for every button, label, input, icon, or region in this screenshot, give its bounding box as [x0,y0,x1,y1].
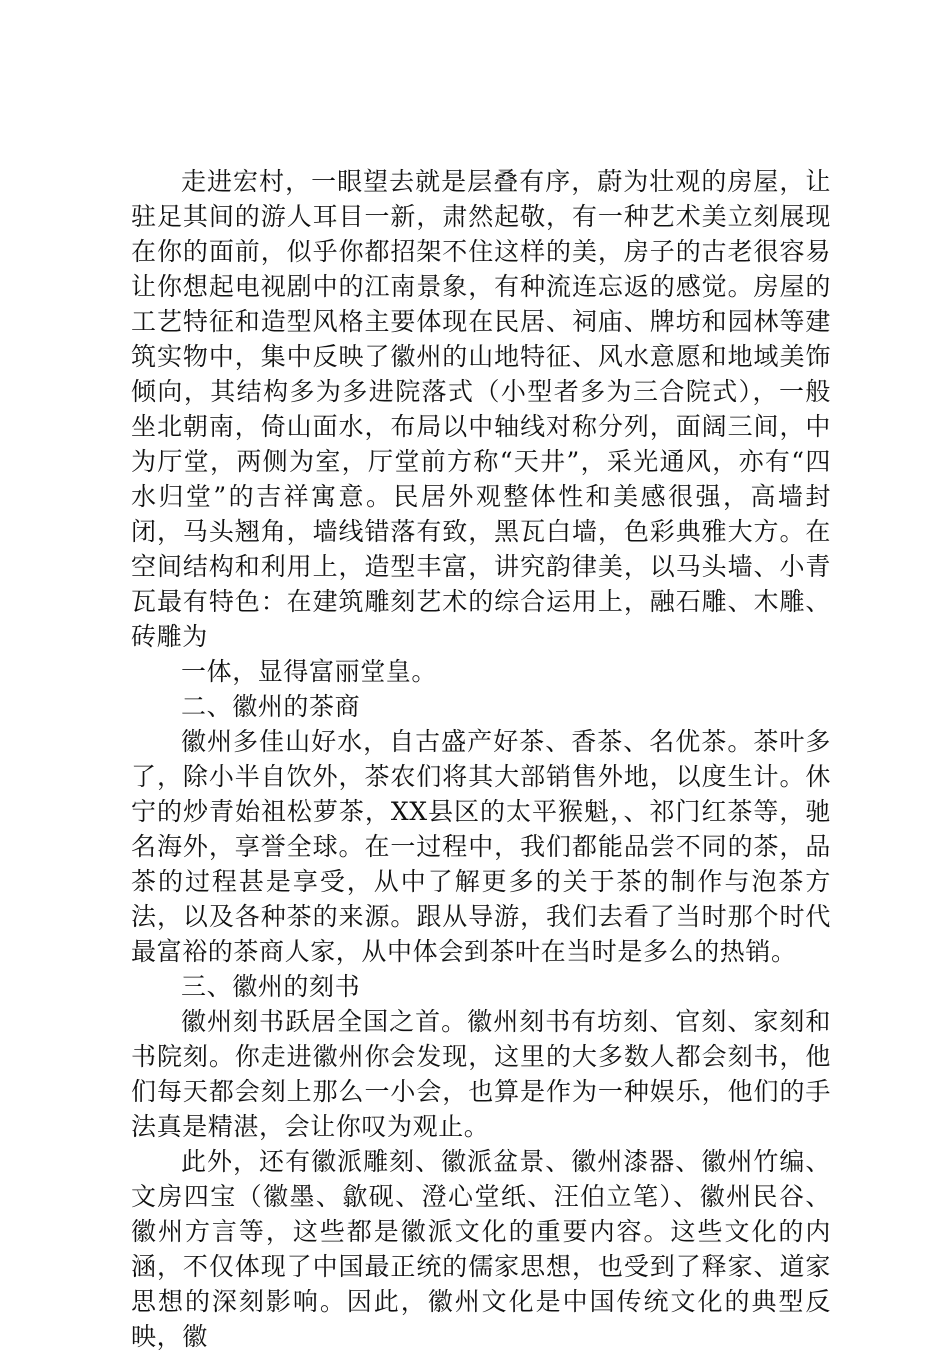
document-body [131,164,831,1354]
paragraph-hongcun-architecture: 走进宏村，一眼望去就是层叠有序，蔚为壮观的房屋，让驻足其间的游人耳目一新，肃然起敬，有一种艺术美立刻展现在你的面前，似乎你都招架不住这样的美，房子的古老很容易让你想起电视剧中的江南景象，有种流连忘返的感觉。房屋的工艺特征和造型风格主要体现在民居、祠庙、牌坊和园林等建筑实物中，集中反映了徽州的山地特征、风水意愿和地域美饰倾向，其结构多为多进院落式（小型者多为三合院式），一般坐北朝南，倚山面水，布局以中轴线对称分列，面阔三间，中为厅堂，两侧为室，厅堂前方称“天井”，采光通风，亦有“四水归堂”的吉祥寓意。民居外观整体性和美感很强，高墙封闭，马头翘角，墙线错落有致，黑瓦白墙，色彩典雅大方。在空间结构和利用上，造型丰富，讲究韵律美，以马头墙、小青瓦最有特色：在建筑雕刻艺术的综合运用上，融石雕、木雕、砖雕为 [131,167,831,651]
paragraph-continuation: 一体，显得富丽堂皇。 [181,657,438,686]
paragraph-book-carving: 徽州刻书跃居全国之首。徽州刻书有坊刻、官刻、家刻和书院刻。你走进徽州你会发现，这里的大多数人都会刻书，他们每天都会刻上那么一小会，也算是作为一种娱乐，他们的手法真是精湛，会让你叹为观止。 [131,1007,831,1141]
section-heading-book-carving: 三、徽州的刻书 [181,972,361,1001]
paragraph-other-culture: 此外，还有徽派雕刻、徽派盆景、徽州漆器、徽州竹编、文房四宝（徽墨、歙砚、澄心堂纸、汪伯立笔）、徽州民谷、徽州方言等，这些都是徽派文化的重要内容。这些文化的内涵，不仅体现了中国最正统的儒家思想，也受到了释家、道家思想的深刻影响。因此，徽州文化是中国传统文化的典型反映，徽 [131,1147,831,1351]
paragraph-tea-merchants: 徽州多佳山好水，自古盛产好茶、香茶、名优茶。茶叶多了，除小半自饮外，茶农们将其大部销售外地，以度生计。休宁的炒青始祖松萝茶，XX县区的太平猴魁，、祁门红茶等，驰名海外，享誉全球。在一过程中，我们都能品尝不同的茶，品茶的过程甚是享受，从中了解更多的关于茶的制作与泡茶方法，以及各种茶的来源。跟从导游，我们去看了当时那个时代最富裕的茶商人家，从中体会到茶叶在当时是多么的热销。 [131,727,831,966]
section-heading-tea-merchants: 二、徽州的茶商 [181,692,361,721]
